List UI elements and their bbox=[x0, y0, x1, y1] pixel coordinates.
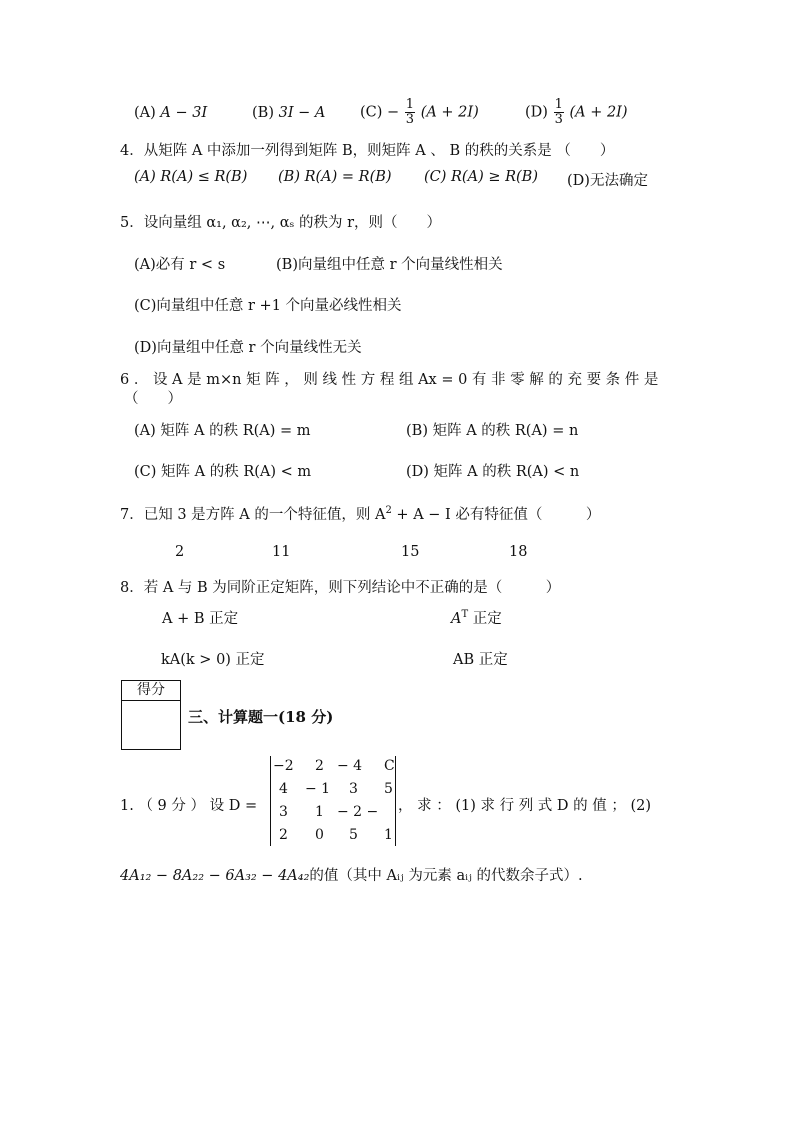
q7-stem-sup: 2 bbox=[385, 505, 392, 517]
q7-stem-post: + A − I 必有特征值（ ） bbox=[391, 507, 601, 523]
q6-option-a: (A) 矩阵 A 的秩 R(A) = m bbox=[134, 423, 311, 439]
q8-option-a: A + B 正定 bbox=[162, 611, 239, 627]
q8-stem: 8．若 A 与 B 为同阶正定矩阵，则下列结论中不正确的是（ ） bbox=[120, 580, 561, 596]
q5-option-b: (B)向量组中任意 r 个向量线性相关 bbox=[276, 257, 503, 273]
q3-option-c-fraction bbox=[405, 98, 415, 127]
q3-option-a bbox=[134, 105, 207, 121]
q3-option-b-expr: 3I − A bbox=[278, 105, 326, 121]
q4-option-c: (C) R(A) ≥ R(B) bbox=[424, 169, 538, 185]
matrix-cell: 1 bbox=[384, 827, 393, 843]
q8-option-b-pre: A bbox=[451, 611, 462, 627]
matrix-cell: 2 bbox=[315, 758, 324, 774]
matrix-cell: 3 bbox=[279, 804, 288, 820]
q7-stem bbox=[120, 503, 600, 524]
q8-option-b bbox=[451, 607, 502, 628]
q3-option-d-label: (D) bbox=[525, 104, 548, 121]
q7-option-a: 2 bbox=[175, 544, 185, 560]
q3-option-c-label: (C) bbox=[360, 104, 383, 121]
problem1-suffix: ， 求 ： (1) 求 行 列 式 D 的 值 ； (2) bbox=[398, 798, 652, 814]
matrix-cell: 4 bbox=[279, 781, 288, 797]
determinant-matrix bbox=[270, 756, 396, 846]
matrix-cell: 5 bbox=[349, 827, 358, 843]
score-box bbox=[121, 680, 181, 750]
problem1-line2-terms: 4A₁₂ − 8A₂₂ − 6A₃₂ − 4A₄₂ bbox=[120, 868, 310, 884]
q4-option-d: (D)无法确定 bbox=[567, 173, 648, 189]
q8-option-c: kA(k > 0) 正定 bbox=[161, 652, 265, 668]
q7-option-c: 15 bbox=[401, 544, 420, 560]
q6-stem-paren: （ ） bbox=[124, 391, 182, 407]
matrix-cell: 1 bbox=[315, 804, 324, 820]
q4-option-a: (A) R(A) ≤ R(B) bbox=[134, 169, 248, 185]
q8-option-d: AB 正定 bbox=[453, 652, 508, 668]
matrix-cell: 2 bbox=[279, 827, 288, 843]
q3-option-c-denominator: 3 bbox=[405, 112, 415, 127]
q8-option-b-sup: T bbox=[461, 609, 469, 621]
q3-option-b-label: (B) bbox=[252, 105, 274, 121]
matrix-cell: 0 bbox=[315, 827, 324, 843]
matrix-cell: − 2 − bbox=[337, 804, 379, 820]
q5-option-d: (D)向量组中任意 r 个向量线性无关 bbox=[134, 340, 362, 356]
q4-option-b: (B) R(A) = R(B) bbox=[278, 169, 392, 185]
q6-option-d: (D) 矩阵 A 的秩 R(A) < n bbox=[406, 464, 580, 480]
q6-option-c: (C) 矩阵 A 的秩 R(A) < m bbox=[134, 464, 312, 480]
matrix-cell: − 1 bbox=[305, 781, 331, 797]
problem1-line2-post: 的值（其中 Aᵢⱼ 为元素 aᵢⱼ 的代数余子式）. bbox=[309, 868, 583, 884]
q3-option-d bbox=[525, 98, 628, 127]
q3-option-c-numerator: 1 bbox=[405, 97, 415, 112]
q6-option-b: (B) 矩阵 A 的秩 R(A) = n bbox=[406, 423, 579, 439]
q7-option-d: 18 bbox=[509, 544, 528, 560]
q7-option-b: 11 bbox=[272, 544, 291, 560]
matrix-cell: − 4 bbox=[337, 758, 363, 774]
score-label: 得分 bbox=[122, 681, 180, 701]
q8-option-b-post: 正定 bbox=[468, 611, 502, 627]
q3-option-d-expr: (A + 2I) bbox=[569, 104, 628, 121]
q5-stem: 5．设向量组 α₁, α₂, ⋯, αₛ 的秩为 r，则（ ） bbox=[120, 215, 442, 231]
q3-option-b bbox=[252, 105, 325, 121]
q7-stem-pre: 7．已知 3 是方阵 A 的一个特征值，则 A bbox=[120, 507, 386, 523]
q3-option-d-numerator: 1 bbox=[554, 97, 563, 112]
q3-option-d-fraction bbox=[554, 98, 564, 127]
problem1-line2 bbox=[120, 864, 583, 885]
section-title: 三、计算题一(18 分) bbox=[188, 708, 334, 726]
q3-option-c-expr: (A + 2I) bbox=[420, 104, 479, 121]
matrix-cell: 5 bbox=[384, 781, 393, 797]
q6-stem: 6 ． 设 A 是 m×n 矩 阵 ， 则 线 性 方 程 组 Ax = 0 有 非 零 解 的 充 要 条 件 是 bbox=[120, 372, 659, 388]
q4-stem: 4．从矩阵 A 中添加一列得到矩阵 B，则矩阵 A 、 B 的秩的关系是 （ ） bbox=[120, 143, 615, 159]
q5-option-a: (A)必有 r < s bbox=[134, 257, 226, 273]
q5-option-c: (C)向量组中任意 r +1 个向量必线性相关 bbox=[134, 298, 402, 314]
matrix-cell: −2 bbox=[273, 758, 294, 774]
q3-option-a-label: (A) bbox=[134, 105, 156, 121]
q3-option-c-sign: − bbox=[387, 104, 400, 121]
q3-option-d-denominator: 3 bbox=[554, 112, 563, 127]
matrix-cell: 3 bbox=[349, 781, 358, 797]
matrix-cell: C bbox=[384, 758, 395, 774]
q3-option-a-expr: A − 3I bbox=[160, 105, 208, 121]
q3-option-c bbox=[360, 98, 479, 127]
problem1-prefix: 1. （ 9 分 ） 设 D = bbox=[120, 798, 258, 814]
